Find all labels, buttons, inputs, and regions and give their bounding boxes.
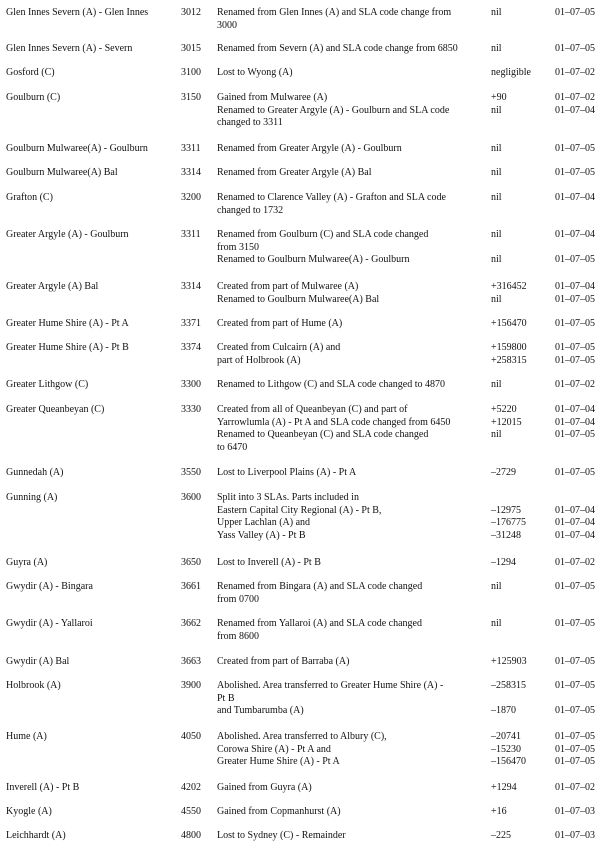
sla-name: Guyra (A): [6, 557, 48, 568]
description-line: Renamed from Greater Argyle (A) Bal: [217, 167, 372, 178]
date-value: [555, 242, 608, 255]
sla-name: Gwydir (A) Bal: [6, 656, 70, 667]
description-line: Created from part of Mulwaree (A): [217, 281, 359, 292]
change-value: [491, 492, 551, 505]
date-value: 01–07–04: [555, 529, 595, 541]
effective-date: [555, 92, 608, 130]
date-value: 01–07–05: [555, 354, 595, 366]
effective-date: [555, 379, 608, 392]
description-line: Greater Hume Shire (A) - Pt A: [217, 756, 340, 767]
sla-name: Greater Argyle (A) - Goulburn: [6, 229, 129, 240]
sla-code: 3550: [181, 467, 201, 478]
change-description: [217, 618, 487, 643]
description-line: Gained from Mulwaree (A): [217, 92, 328, 103]
description-line: from 0700: [217, 593, 259, 605]
sla-code: 3311: [181, 229, 201, 240]
change-description: [217, 404, 487, 454]
description-line: Upper Lachlan (A) and: [217, 517, 311, 528]
change-value: nil: [491, 379, 502, 390]
date-value: 01–07–05: [555, 731, 595, 742]
change-value: +90: [491, 92, 507, 103]
change-value: –2729: [491, 467, 516, 478]
change-value: –1870: [491, 705, 516, 716]
date-value: 01–07–05: [555, 293, 595, 305]
change-value: –225: [491, 830, 511, 841]
sla-code: 4202: [181, 782, 201, 793]
sla-code: 3661: [181, 581, 201, 592]
effective-date: [555, 43, 608, 56]
description-line: Renamed to Clarence Valley (A) - Grafton and SLA code: [217, 192, 446, 203]
effective-date: [555, 7, 608, 32]
effective-date: [555, 830, 608, 843]
effective-date: [555, 229, 608, 267]
sla-name: Gunnedah (A): [6, 467, 64, 478]
change-value: +1294: [491, 782, 517, 793]
date-value: 01–07–02: [555, 557, 595, 568]
sla-name: Inverell (A) - Pt B: [6, 782, 80, 793]
change-description: [217, 680, 487, 718]
sla-name: Gosford (C): [6, 67, 55, 78]
sla-code: 3314: [181, 167, 201, 178]
description-line: Gained from Guyra (A): [217, 782, 312, 793]
population-change: [491, 467, 551, 480]
sla-code: 3650: [181, 557, 201, 568]
description-line: Corowa Shire (A) - Pt A and: [217, 743, 331, 755]
change-value: nil: [491, 581, 502, 592]
date-value: [555, 442, 608, 455]
effective-date: [555, 492, 608, 542]
effective-date: [555, 618, 608, 643]
date-value: [555, 693, 608, 706]
description-line: Abolished. Area transferred to Albury (C),: [217, 731, 387, 742]
sla-name: Greater Argyle (A) Bal: [6, 281, 99, 292]
sla-code: 3314: [181, 281, 201, 292]
population-change: [491, 680, 551, 718]
population-change: [491, 229, 551, 267]
date-value: 01–07–05: [555, 7, 595, 18]
date-value: 01–07–04: [555, 504, 595, 516]
change-value: +156470: [491, 318, 527, 329]
sla-code: 3015: [181, 43, 201, 54]
sla-code: 3200: [181, 192, 201, 203]
description-line: changed to 1732: [217, 204, 284, 216]
change-value: –12975: [491, 504, 521, 516]
date-value: [555, 20, 608, 33]
change-description: [217, 557, 487, 570]
description-line: Renamed to Lithgow (C) and SLA code changed to 4870: [217, 379, 446, 390]
sla-name: Hume (A): [6, 731, 47, 742]
population-change: [491, 656, 551, 669]
effective-date: [555, 782, 608, 795]
change-value: –15230: [491, 743, 521, 755]
change-value: nil: [491, 43, 502, 54]
description-line: Pt B: [217, 692, 235, 704]
sla-code: 3330: [181, 404, 201, 415]
date-value: 01–07–05: [555, 618, 595, 629]
change-value: [491, 631, 551, 644]
date-value: [555, 594, 608, 607]
change-description: [217, 192, 487, 217]
date-value: [555, 205, 608, 218]
population-change: [491, 618, 551, 643]
population-change: [491, 379, 551, 392]
effective-date: [555, 557, 608, 570]
effective-date: [555, 143, 608, 156]
change-value: nil: [491, 7, 502, 18]
date-value: [555, 117, 608, 130]
sla-name: Kyogle (A): [6, 806, 52, 817]
date-value: 01–07–02: [555, 67, 595, 78]
change-value: [491, 242, 551, 255]
effective-date: [555, 467, 608, 480]
change-value: +316452: [491, 281, 527, 292]
population-change: [491, 7, 551, 32]
change-value: nil: [491, 229, 502, 240]
sla-name: Grafton (C): [6, 192, 53, 203]
population-change: [491, 43, 551, 56]
change-description: [217, 806, 487, 819]
population-change: [491, 143, 551, 156]
sla-name: Gwydir (A) - Yallaroi: [6, 618, 93, 629]
description-line: Eastern Capital City Regional (A) - Pt B,: [217, 504, 382, 516]
description-line: Abolished. Area transferred to Greater Hume Shire (A) -: [217, 680, 444, 691]
effective-date: [555, 167, 608, 180]
date-value: 01–07–04: [555, 104, 595, 116]
description-line: Renamed to Goulburn Mulwaree(A) Bal: [217, 293, 380, 305]
date-value: 01–07–05: [555, 656, 595, 667]
change-description: [217, 830, 487, 843]
description-line: Created from part of Barraba (A): [217, 656, 350, 667]
effective-date: [555, 656, 608, 669]
change-value: nil: [491, 618, 502, 629]
sla-code: 3012: [181, 7, 201, 18]
description-line: Yarrowlumla (A) - Pt A and SLA code changed from 6450: [217, 416, 451, 428]
change-value: –156470: [491, 756, 526, 767]
date-value: 01–07–04: [555, 416, 595, 428]
change-value: nil: [491, 167, 502, 178]
sla-name: Glen Innes Severn (A) - Severn: [6, 43, 133, 54]
change-value: –31248: [491, 529, 521, 541]
description-line: and Tumbarumba (A): [217, 705, 304, 716]
population-change: [491, 192, 551, 217]
sla-code: 4050: [181, 731, 201, 742]
date-value: 01–07–04: [555, 229, 595, 240]
date-value: 01–07–04: [555, 517, 595, 528]
description-line: Renamed from Greater Argyle (A) - Goulburn: [217, 143, 402, 154]
change-description: [217, 656, 487, 669]
change-description: [217, 492, 487, 542]
change-description: [217, 167, 487, 180]
sla-name: Greater Queanbeyan (C): [6, 404, 105, 415]
change-value: +159800: [491, 342, 527, 353]
change-value: nil: [491, 293, 502, 305]
date-value: 01–07–05: [555, 756, 595, 767]
description-line: Renamed to Greater Argyle (A) - Goulburn and SLA code: [217, 104, 450, 116]
description-line: to 6470: [217, 441, 248, 453]
description-line: Split into 3 SLAs. Parts included in: [217, 492, 359, 503]
effective-date: [555, 404, 608, 454]
date-value: [555, 492, 608, 505]
description-line: Renamed to Queanbeyan (C) and SLA code changed: [217, 429, 429, 440]
change-description: [217, 467, 487, 480]
change-description: [217, 782, 487, 795]
description-line: Lost to Inverell (A) - Pt B: [217, 557, 321, 568]
description-line: Lost to Wyong (A): [217, 67, 293, 78]
population-change: [491, 782, 551, 795]
population-change: [491, 318, 551, 331]
effective-date: [555, 342, 608, 367]
population-change: [491, 92, 551, 130]
description-line: Created from part of Hume (A): [217, 318, 343, 329]
sla-name: Greater Lithgow (C): [6, 379, 89, 390]
change-description: [217, 43, 487, 56]
sla-name: Gwydir (A) - Bingara: [6, 581, 93, 592]
description-line: Renamed from Severn (A) and SLA code change from 6850: [217, 43, 458, 54]
change-value: +258315: [491, 354, 527, 366]
population-change: [491, 581, 551, 606]
sla-name: Goulburn Mulwaree(A) Bal: [6, 167, 118, 178]
change-value: nil: [491, 192, 502, 203]
description-line: Created from Culcairn (A) and: [217, 342, 341, 353]
date-value: 01–07–02: [555, 782, 595, 793]
change-value: [491, 442, 551, 455]
effective-date: [555, 318, 608, 331]
population-change: [491, 167, 551, 180]
sla-code: 3662: [181, 618, 201, 629]
date-value: 01–07–02: [555, 379, 595, 390]
description-line: Lost to Liverpool Plains (A) - Pt A: [217, 467, 357, 478]
sla-name: Holbrook (A): [6, 680, 61, 691]
date-value: 01–07–05: [555, 318, 595, 329]
change-value: [491, 205, 551, 218]
date-value: 01–07–03: [555, 806, 595, 817]
date-value: 01–07–05: [555, 43, 595, 54]
sla-code: 3100: [181, 67, 201, 78]
change-description: [217, 731, 487, 769]
population-change: [491, 731, 551, 769]
date-value: 01–07–04: [555, 192, 595, 203]
sla-code: 4800: [181, 830, 201, 841]
population-change: [491, 557, 551, 570]
date-value: 01–07–02: [555, 92, 595, 103]
change-description: [217, 318, 487, 331]
change-value: –20741: [491, 731, 521, 742]
date-value: 01–07–05: [555, 254, 595, 265]
change-description: [217, 342, 487, 367]
population-change: [491, 806, 551, 819]
sla-name: Goulburn (C): [6, 92, 61, 103]
effective-date: [555, 680, 608, 718]
description-line: Gained from Copmanhurst (A): [217, 806, 341, 817]
change-value: nil: [491, 143, 502, 154]
date-value: 01–07–05: [555, 167, 595, 178]
change-value: [491, 117, 551, 130]
change-value: [491, 693, 551, 706]
sla-code: 3600: [181, 492, 201, 503]
description-line: Yass Valley (A) - Pt B: [217, 529, 306, 541]
population-change: [491, 492, 551, 542]
date-value: 01–07–05: [555, 705, 595, 716]
sla-name: Goulburn Mulwaree(A) - Goulburn: [6, 143, 148, 154]
effective-date: [555, 67, 608, 80]
date-value: 01–07–05: [555, 680, 595, 691]
change-description: [217, 281, 487, 306]
description-line: Renamed from Bingara (A) and SLA code changed: [217, 581, 423, 592]
population-change: [491, 342, 551, 367]
date-value: 01–07–05: [555, 342, 595, 353]
effective-date: [555, 581, 608, 606]
description-line: from 3150: [217, 241, 259, 253]
effective-date: [555, 731, 608, 769]
date-value: [555, 631, 608, 644]
sla-code: 3371: [181, 318, 201, 329]
change-value: nil: [491, 429, 502, 440]
description-line: from 8600: [217, 630, 259, 642]
population-change: [491, 404, 551, 454]
description-line: Renamed from Glen Innes (A) and SLA code change from: [217, 7, 452, 18]
effective-date: [555, 281, 608, 306]
sla-code: 3311: [181, 143, 201, 154]
change-value: –1294: [491, 557, 516, 568]
description-line: part of Holbrook (A): [217, 354, 301, 366]
effective-date: [555, 192, 608, 217]
sla-code: 3300: [181, 379, 201, 390]
date-value: 01–07–05: [555, 429, 595, 440]
description-line: 3000: [217, 19, 237, 31]
sla-name: Glen Innes Severn (A) - Glen Innes: [6, 7, 149, 18]
description-line: Renamed from Goulburn (C) and SLA code changed: [217, 229, 429, 240]
change-value: +125903: [491, 656, 527, 667]
date-value: 01–07–03: [555, 830, 595, 841]
sla-code: 4550: [181, 806, 201, 817]
population-change: [491, 67, 551, 80]
date-value: 01–07–05: [555, 581, 595, 592]
sla-code: 3663: [181, 656, 201, 667]
change-description: [217, 67, 487, 80]
change-value: +16: [491, 806, 507, 817]
description-line: changed to 3311: [217, 117, 283, 128]
change-value: nil: [491, 104, 502, 116]
description-line: Renamed to Goulburn Mulwaree(A) - Goulburn: [217, 254, 410, 265]
change-value: negligible: [491, 67, 531, 78]
date-value: 01–07–05: [555, 143, 595, 154]
change-description: [217, 379, 487, 392]
sla-code: 3374: [181, 342, 201, 353]
population-change: [491, 830, 551, 843]
change-value: +5220: [491, 404, 517, 415]
change-value: [491, 20, 551, 33]
population-change: [491, 281, 551, 306]
description-line: Renamed from Yallaroi (A) and SLA code changed: [217, 618, 422, 629]
sla-code: 3900: [181, 680, 201, 691]
change-value: +12015: [491, 416, 522, 428]
change-value: [491, 594, 551, 607]
description-line: Created from all of Queanbeyan (C) and part of: [217, 404, 408, 415]
change-description: [217, 229, 487, 267]
date-value: 01–07–04: [555, 404, 595, 415]
change-description: [217, 143, 487, 156]
sla-code: 3150: [181, 92, 201, 103]
description-line: Lost to Sydney (C) - Remainder: [217, 830, 346, 841]
effective-date: [555, 806, 608, 819]
sla-name: Greater Hume Shire (A) - Pt B: [6, 342, 129, 353]
change-value: –176775: [491, 517, 526, 528]
change-value: –258315: [491, 680, 526, 691]
sla-name: Leichhardt (A): [6, 830, 66, 841]
date-value: 01–07–04: [555, 281, 595, 292]
change-description: [217, 92, 487, 130]
sla-name: Gunning (A): [6, 492, 58, 503]
change-description: [217, 7, 487, 32]
date-value: 01–07–05: [555, 743, 595, 755]
change-description: [217, 581, 487, 606]
change-value: nil: [491, 254, 502, 265]
sla-name: Greater Hume Shire (A) - Pt A: [6, 318, 129, 329]
date-value: 01–07–05: [555, 467, 595, 478]
